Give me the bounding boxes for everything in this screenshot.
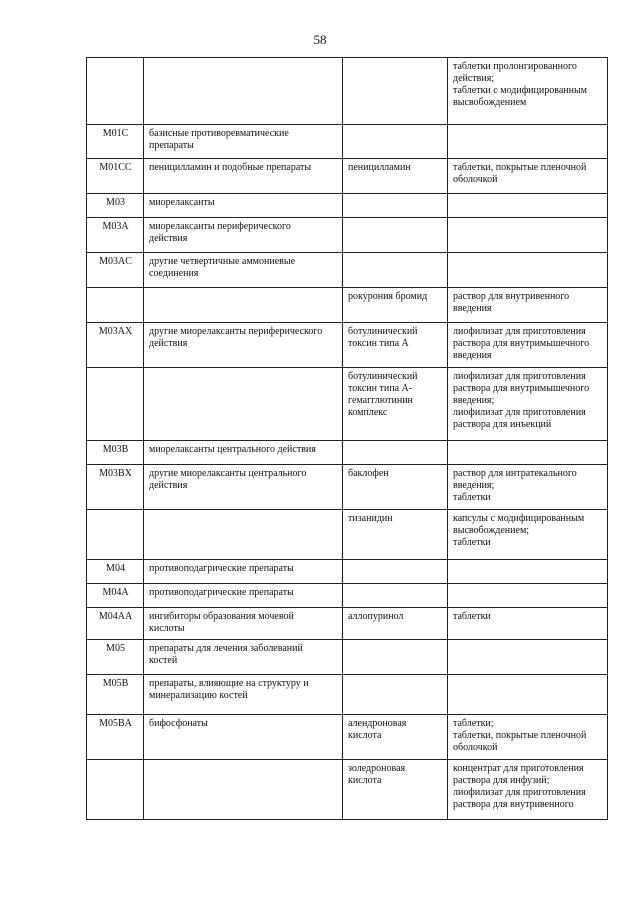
dosage-form-cell [448,608,608,640]
atc-code-cell [87,288,144,323]
drug-name-line: баклофен [348,468,389,479]
drug-name-cell [343,608,448,640]
atc-code-cell: M03B [87,441,144,465]
page-number: 58 [313,32,327,47]
drug-name-cell [343,288,448,323]
dosage-form-cell [448,323,608,368]
drug-name-cell [343,368,448,441]
drug-name-cell [343,253,448,288]
anatomical-group-cell [144,125,343,159]
dosage-form-line: таблетки, покрытые пленочной [453,730,587,741]
dosage-form-line: концентрат для приготовления [453,763,584,774]
dosage-form-line: лиофилизат для приготовления [453,787,586,798]
drug-name-cell [343,584,448,608]
table-row [87,760,608,820]
dosage-form-line: раствора для внутримышечного [453,338,590,349]
dosage-form-cell [448,510,608,560]
anatomical-group-cell [144,560,343,584]
atc-code-cell [87,368,144,441]
dosage-form-line: действия; [453,73,495,84]
atc-code-cell: M04A [87,584,144,608]
dosage-form-line: раствора для инфузий; [453,775,550,786]
drug-name-line: аллопуринол [348,611,404,622]
atc-code-cell: M05B [87,675,144,715]
group-name-line: кислоты [149,623,185,634]
group-name-line: действия [149,338,188,349]
anatomical-group-cell [144,465,343,510]
anatomical-group-cell [144,510,343,560]
atc-code-cell: M03BX [87,465,144,510]
drug-name-line: токсин типа А- [348,383,413,394]
dosage-form-line: раствора для внутривенного [453,799,574,810]
dosage-form-cell [448,159,608,194]
table-row [87,675,608,715]
drug-table [86,57,608,820]
dosage-form-line: лиофилизат для приготовления [453,326,586,337]
group-name-line: базисные противоревматические [149,128,289,139]
anatomical-group-cell [144,253,343,288]
drug-name-line: рокурония бромид [348,291,428,302]
anatomical-group-cell [144,288,343,323]
table-row [87,465,608,510]
table-row [87,218,608,253]
group-name-line: противоподагрические препараты [149,563,294,574]
dosage-form-cell [448,194,608,218]
anatomical-group-cell [144,715,343,760]
dosage-form-line: таблетки, покрытые пленочной [453,162,587,173]
group-name-line: действия [149,233,188,244]
table-row [87,608,608,640]
dosage-form-line: оболочкой [453,174,498,185]
drug-name-cell [343,159,448,194]
drug-name-line: кислота [348,730,382,741]
group-name-line: миорелаксанты [149,197,215,208]
dosage-form-line: таблетки [453,537,491,548]
dosage-form-line: раствора для инъекций [453,419,552,430]
drug-name-cell [343,675,448,715]
drug-name-cell [343,560,448,584]
group-name-line: миорелаксанты центрального действия [149,444,316,455]
drug-table-body [87,58,608,820]
group-name-line: противоподагрические препараты [149,587,294,598]
group-name-line: бифосфонаты [149,718,208,729]
dosage-form-cell [448,584,608,608]
drug-name-cell [343,58,448,125]
atc-code-cell: M03A [87,218,144,253]
table-row [87,288,608,323]
atc-code-cell: M01CC [87,159,144,194]
drug-name-cell [343,218,448,253]
table-row [87,58,608,125]
table-row [87,253,608,288]
drug-name-cell [343,640,448,675]
drug-name-cell [343,125,448,159]
table-row [87,584,608,608]
drug-name-cell [343,441,448,465]
dosage-form-cell [448,465,608,510]
dosage-form-line: раствор для внутривенного [453,291,570,302]
anatomical-group-cell [144,218,343,253]
dosage-form-line: оболочкой [453,742,498,753]
drug-name-line: кислота [348,775,382,786]
atc-code-cell [87,510,144,560]
atc-code-cell [87,58,144,125]
anatomical-group-cell [144,441,343,465]
dosage-form-cell [448,715,608,760]
atc-code-cell: M03AC [87,253,144,288]
anatomical-group-cell [144,760,343,820]
drug-name-cell [343,760,448,820]
group-name-line: другие миорелаксанты центрального [149,468,307,479]
table-row [87,560,608,584]
drug-name-cell [343,323,448,368]
table-row [87,323,608,368]
anatomical-group-cell [144,640,343,675]
group-name-line: минерализацию костей [149,690,248,701]
drug-name-line: тизанидин [348,513,393,524]
group-name-line: препараты [149,140,194,151]
dosage-form-cell [448,675,608,715]
table-row [87,640,608,675]
dosage-form-line: таблетки; [453,718,494,729]
table-row [87,510,608,560]
table-row [87,441,608,465]
dosage-form-cell [448,288,608,323]
dosage-form-cell [448,760,608,820]
anatomical-group-cell [144,675,343,715]
atc-code-cell: M05 [87,640,144,675]
dosage-form-line: высвобождением [453,97,527,108]
drug-name-line: токсин типа А [348,338,409,349]
dosage-form-line: введения; [453,480,495,491]
dosage-form-cell [448,253,608,288]
atc-code-cell: M01C [87,125,144,159]
group-name-line: миорелаксанты периферического [149,221,291,232]
dosage-form-line: таблетки с модифицированным [453,85,588,96]
anatomical-group-cell [144,58,343,125]
group-name-line: ингибиторы образования мочевой [149,611,294,622]
group-name-line: другие миорелаксанты периферического [149,326,323,337]
anatomical-group-cell [144,159,343,194]
anatomical-group-cell [144,368,343,441]
anatomical-group-cell [144,608,343,640]
drug-name-cell [343,715,448,760]
table-row [87,159,608,194]
group-name-line: другие четвертичные аммониевые [149,256,296,267]
dosage-form-cell [448,125,608,159]
anatomical-group-cell [144,323,343,368]
group-name-line: пеницилламин и подобные препараты [149,162,312,173]
dosage-form-line: введения [453,303,492,314]
dosage-form-cell [448,560,608,584]
anatomical-group-cell [144,194,343,218]
dosage-form-line: раствора для внутримышечного [453,383,590,394]
drug-name-line: пеницилламин [348,162,411,173]
table-row [87,194,608,218]
table-row [87,715,608,760]
dosage-form-line: таблетки [453,492,491,503]
dosage-form-cell [448,441,608,465]
dosage-form-line: лиофилизат для приготовления [453,371,586,382]
drug-name-line: золедроновая [348,763,406,774]
atc-code-cell: M03AX [87,323,144,368]
drug-name-cell [343,465,448,510]
atc-code-cell: M03 [87,194,144,218]
dosage-form-line: таблетки [453,611,491,622]
drug-name-line: ботулинический [348,326,418,337]
dosage-form-cell [448,58,608,125]
atc-code-cell: M05BA [87,715,144,760]
group-name-line: препараты, влияющие на структуру и [149,678,309,689]
dosage-form-line: таблетки пролонгированного [453,61,577,72]
group-name-line: препараты для лечения заболеваний [149,643,303,654]
drug-name-line: комплекс [348,407,388,418]
table-row [87,368,608,441]
drug-name-line: гемагглютинин [348,395,413,406]
dosage-form-line: введения; [453,395,495,406]
dosage-form-cell [448,218,608,253]
atc-code-cell: M04AA [87,608,144,640]
drug-name-line: ботулинический [348,371,418,382]
dosage-form-line: высвобождением; [453,525,530,536]
drug-name-cell [343,510,448,560]
atc-code-cell [87,760,144,820]
dosage-form-line: введения [453,350,492,361]
dosage-form-line: раствор для интратекального [453,468,577,479]
dosage-form-line: капсулы с модифицированным [453,513,585,524]
dosage-form-cell [448,640,608,675]
drug-name-line: алендроновая [348,718,407,729]
dosage-form-cell [448,368,608,441]
table-row [87,125,608,159]
anatomical-group-cell [144,584,343,608]
dosage-form-line: лиофилизат для приготовления [453,407,586,418]
atc-code-cell: M04 [87,560,144,584]
drug-name-cell [343,194,448,218]
group-name-line: соединения [149,268,199,279]
group-name-line: действия [149,480,188,491]
group-name-line: костей [149,655,178,666]
